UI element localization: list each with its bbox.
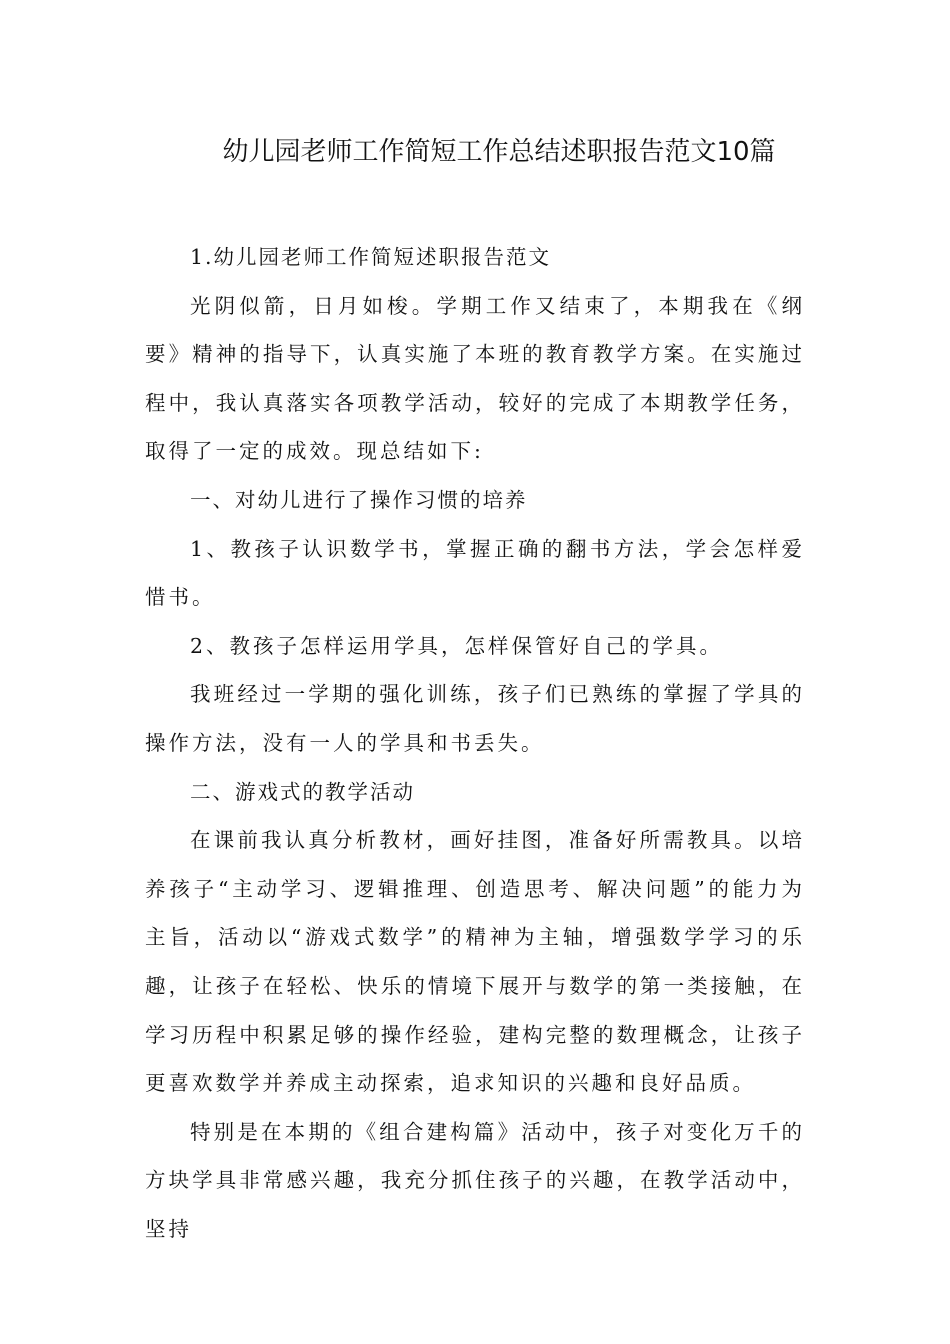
paragraph-game-teaching: 在课前我认真分析教材，画好挂图，准备好所需教具。以培养孩子“主动学习、逻辑推理、创造思考、解决问题”的能力为主旨，活动以“游戏式数学”的精神为主轴，增强数学学习的乐趣，让孩子在轻松、快乐的情境下展开与数学的第一类接触，在学习历程中积累足够的操作经验，建构完整的数理概念，让孩子更喜欢数学并养成主动探索，追求知识的兴趣和良好品质。 [145,828,805,1096]
document-title: 幼儿园老师工作简短工作总结述职报告范文10篇 [222,137,776,167]
document-body [145,233,805,1253]
subheading-operation-habits: 一、对幼儿进行了操作习惯的培养 [190,487,528,512]
paragraph-training-result: 我班经过一学期的强化训练，孩子们已熟练的掌握了学具的操作方法，没有一人的学具和书丢失。 [145,682,805,755]
paragraph-intro: 光阴似箭，日月如梭。学期工作又结束了，本期我在《纲要》精神的指导下，认真实施了本班的教育教学方案。在实施过程中，我认真落实各项教学活动，较好的完成了本期教学任务，取得了一定的成效。现总结如下: [145,293,805,464]
paragraph-item-1: 1、教孩子认识数学书，掌握正确的翻书方法，学会怎样爱惜书。 [145,536,805,610]
section-heading-1: 1.幼儿园老师工作简短述职报告范文 [190,245,552,269]
paragraph-item-2: 2、教孩子怎样运用学具，怎样保管好自己的学具。 [190,633,724,658]
paragraph-construction: 特别是在本期的《组合建构篇》活动中，孩子对变化万千的方块学具非常感兴趣，我充分抓住孩子的兴趣，在教学活动中，坚持 [145,1119,805,1241]
subheading-game-teaching: 二、游戏式的教学活动 [190,779,415,804]
